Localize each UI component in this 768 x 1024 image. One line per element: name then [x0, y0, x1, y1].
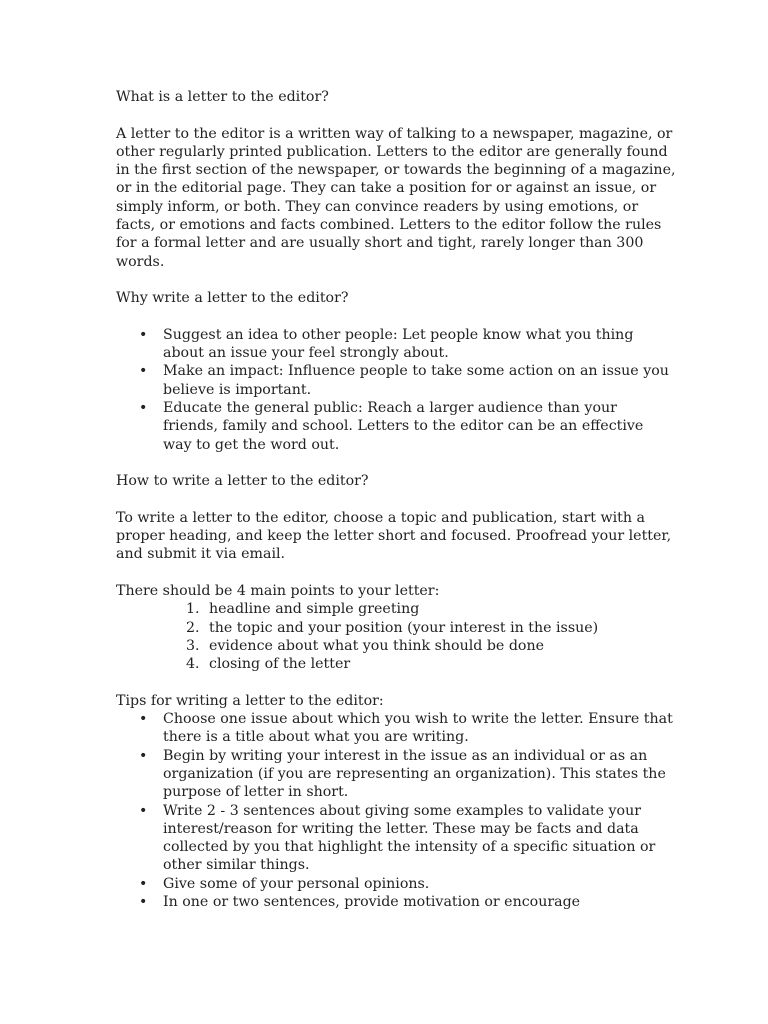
list-item-text: Suggest an idea to other people: Let people know what you thing about an issue your feel strongly about. — [163, 326, 634, 362]
bullet-icon: • — [139, 363, 148, 380]
list-item-text: evidence about what you think should be done — [209, 637, 544, 654]
list-item — [116, 747, 676, 802]
bullet-icon: • — [139, 894, 148, 911]
list-item-text: the topic and your position (your interest in the issue) — [209, 619, 599, 636]
list-item-text: Give some of your personal opinions. — [163, 875, 430, 892]
list-item — [116, 600, 676, 618]
list-item — [116, 655, 676, 673]
list-item — [116, 893, 676, 911]
heading-why-write: Why write a letter to the editor? — [116, 290, 349, 307]
list-number: 2. — [186, 619, 200, 636]
tips-list — [116, 710, 676, 911]
list-number: 4. — [186, 656, 200, 673]
heading-how-to: How to write a letter to the editor? — [116, 473, 369, 490]
list-item-text: In one or two sentences, provide motivation or encourage — [163, 894, 581, 911]
points-intro: There should be 4 main points to your letter: — [116, 583, 440, 600]
list-item-text: Begin by writing your interest in the issue as an individual or as an organization (if you are representing an organization). This states the purpose of letter in short. — [163, 747, 666, 801]
list-item — [116, 875, 676, 893]
bullet-icon: • — [139, 747, 148, 764]
main-points-list — [116, 600, 676, 673]
list-item — [116, 399, 676, 454]
list-item-text: Make an impact: Influence people to take some action on an issue you believe is important. — [163, 363, 669, 398]
why-list — [116, 326, 676, 454]
list-number: 1. — [186, 601, 200, 618]
list-item-text: Write 2 - 3 sentences about giving some examples to validate your interest/reason for writing the letter. These may be facts and data collected by you that highlight the intensity of a specific situation or other similar things. — [163, 802, 656, 874]
list-item-text: closing of the letter — [209, 656, 351, 673]
list-item — [116, 637, 676, 655]
list-item — [116, 362, 676, 399]
list-item — [116, 619, 676, 637]
list-item — [116, 326, 676, 363]
list-item-text: Educate the general public: Reach a larger audience than your friends, family and school. Letters to the editor can be an effective way to get the word out. — [163, 400, 644, 453]
bullet-icon: • — [139, 326, 148, 343]
bullet-icon: • — [139, 875, 148, 892]
list-item — [116, 710, 676, 747]
heading-what-is: What is a letter to the editor? — [116, 89, 329, 105]
paragraph-how-to: To write a letter to the editor, choose a topic and publication, start with a proper heading, and keep the letter short and focused. Proofread your letter, and submit it via email. — [116, 509, 672, 563]
document-page — [116, 88, 676, 911]
paragraph-definition: A letter to the editor is a written way of talking to a newspaper, magazine, or other regularly printed publication. Letters to the editor are generally found in the first section of the newspaper, or towards the beginning of a magazine, or in the editorial page. They can take a position for or against an issue, or simply inform, or both. They can convince readers by using emotions, or facts, or emotions and facts combined. Letters to the editor follow the rules for a formal letter and are usually short and tight, rarely longer than 300 words. — [116, 125, 676, 270]
bullet-icon: • — [139, 711, 148, 728]
list-item — [116, 802, 676, 875]
bullet-icon: • — [139, 802, 148, 819]
list-item-text: Choose one issue about which you wish to write the letter. Ensure that there is a title about what you are writing. — [163, 711, 673, 746]
bullet-icon: • — [139, 400, 148, 417]
list-item-text: headline and simple greeting — [209, 601, 420, 618]
list-number: 3. — [186, 637, 200, 654]
tips-intro: Tips for writing a letter to the editor: — [116, 692, 384, 709]
